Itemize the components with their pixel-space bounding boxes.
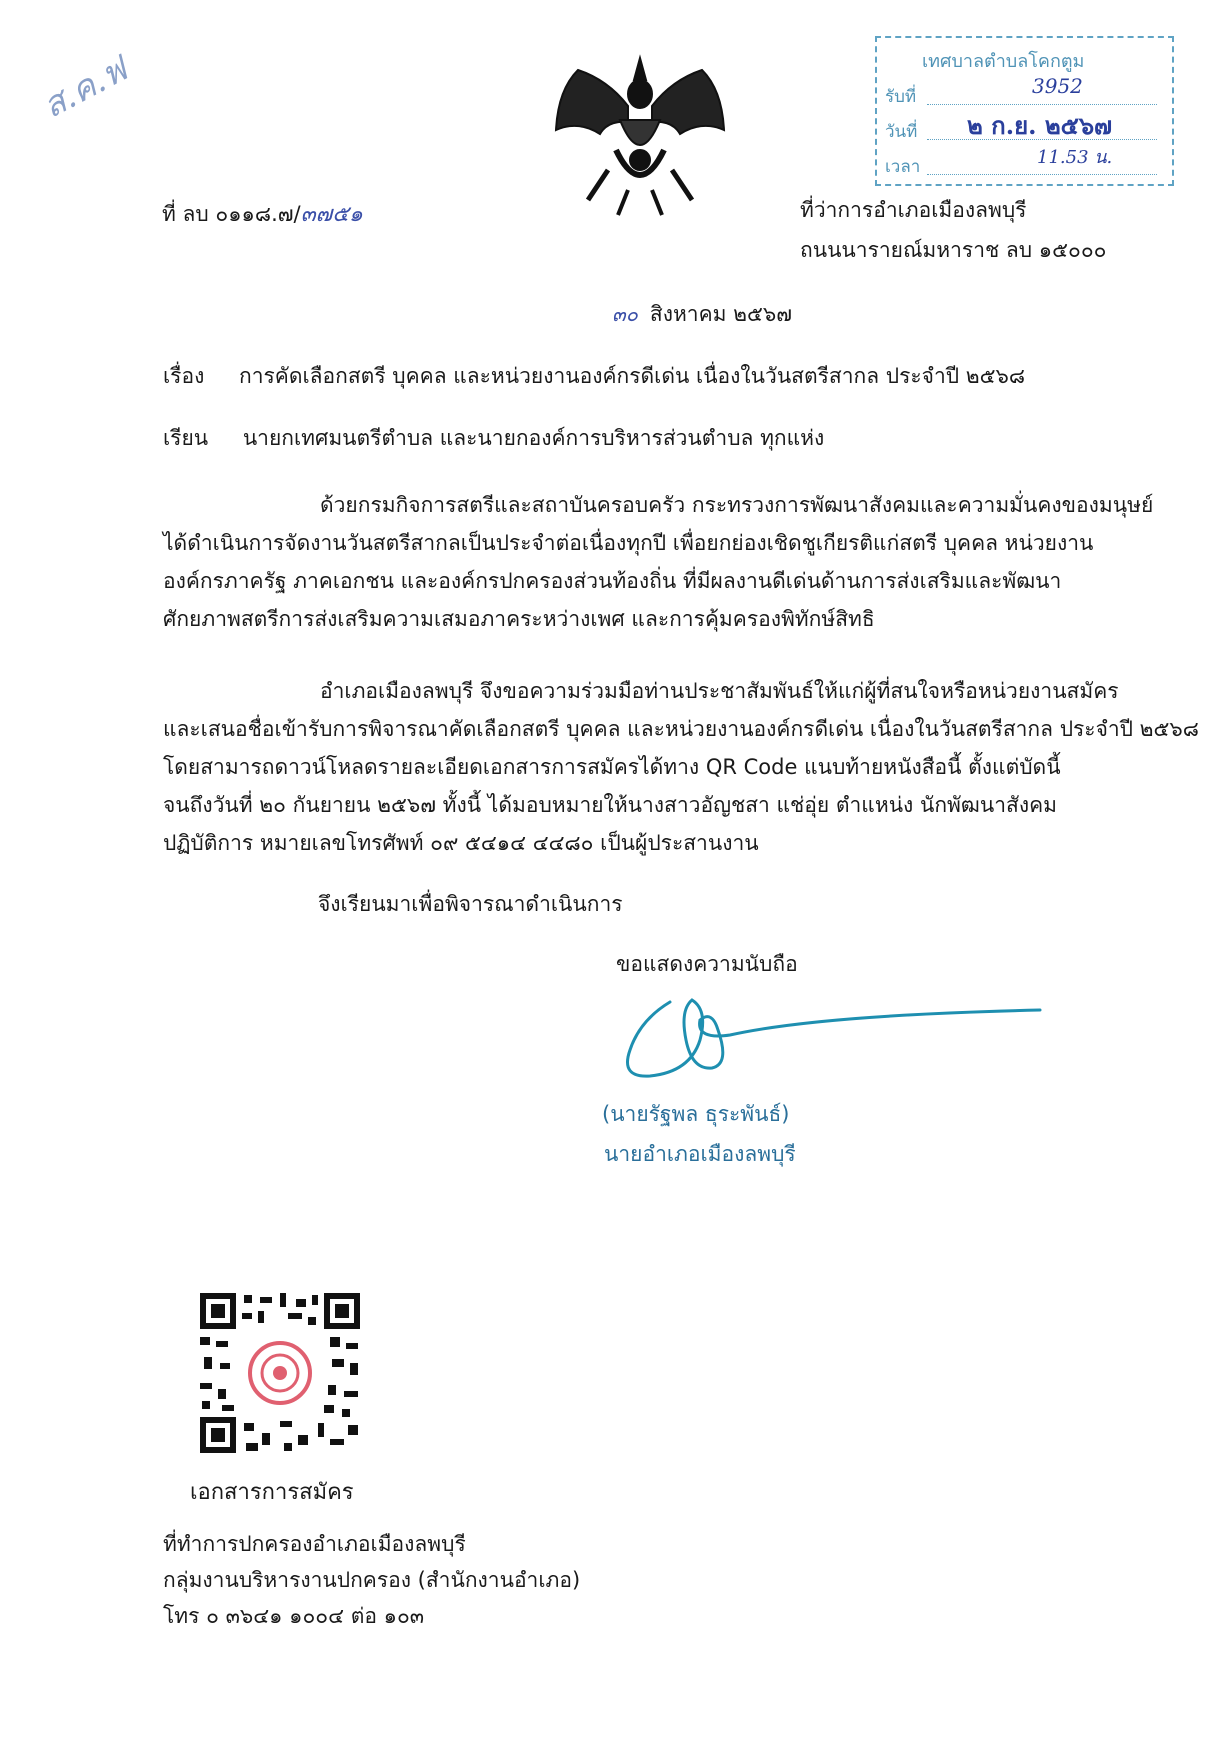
stamp-date-value: ๒ ก.ย. ๒๕๖๗	[967, 111, 1113, 140]
reference-number-handwritten: ๓๗๕๑	[300, 202, 363, 227]
paragraph-line: จนถึงวันที่ ๒๐ กันยายน ๒๕๖๗ ทั้งนี้ ได้มอบหมายให้นางสาวอัญชสา แช่อุ่ย ตำแหน่ง นักพัฒนาสังคม	[163, 793, 1057, 817]
document-date: ๓๐ สิงหาคม ๒๕๖๗	[612, 302, 793, 326]
date-day-handwritten: ๓๐	[612, 302, 638, 326]
paragraph-line: อำเภอเมืองลพบุรี จึงขอความร่วมมือท่านประชาสัมพันธ์ให้แก่ผู้ที่สนใจหรือหน่วยงานสมัคร	[320, 679, 1119, 703]
signer-name: (นายรัฐพล ธุระพันธ์)	[602, 1102, 790, 1126]
garuda-emblem-icon	[548, 50, 732, 222]
received-stamp	[875, 36, 1174, 186]
paragraph-line: โดยสามารถดาวน์โหลดรายละเอียดเอกสารการสมัครได้ทาง QR Code แนบท้ายหนังสือนี้ ตั้งแต่บัดนี้	[163, 755, 1061, 779]
addressee-text: นายกเทศมนตรีตำบล และนายกองค์การบริหารส่วนตำบล ทุกแห่ง	[242, 426, 825, 450]
reference-number: ที่ ลบ ๐๑๑๘.๗/๓๗๕๑	[162, 202, 363, 227]
paragraph-line: ได้ดำเนินการจัดงานวันสตรีสากลเป็นประจำต่อเนื่องทุกปี เพื่อยกย่องเชิดชูเกียรติแก่สตรี บุคคล หน่วยงาน	[163, 531, 1094, 555]
paragraph-line: ด้วยกรมกิจการสตรีและสถาบันครอบครัว กระทรวงการพัฒนาสังคมและความมั่นคงของมนุษย์	[320, 493, 1154, 517]
signer-title: นายอำเภอเมืองลพบุรี	[604, 1142, 796, 1166]
regards-text: ขอแสดงความนับถือ	[616, 952, 798, 976]
closing-sentence: จึงเรียนมาเพื่อพิจารณาดำเนินการ	[318, 892, 623, 916]
qr-caption: เอกสารการสมัคร	[190, 1480, 354, 1505]
paragraph-line: ปฏิบัติการ หมายเลขโทรศัพท์ ๐๙ ๕๔๑๔ ๔๔๘๐ เป็นผู้ประสานงาน	[163, 831, 759, 855]
subject-label: เรื่อง	[163, 364, 205, 388]
stamp-title: เทศบาลตำบลโคกตูม	[922, 51, 1085, 72]
addressee-label: เรียน	[163, 426, 209, 450]
paragraph-line: องค์กรภาครัฐ ภาคเอกชน และองค์กรปกครองส่วนท้องถิ่น ที่มีผลงานดีเด่นด้านการส่งเสริมและพัฒนา	[163, 569, 1062, 593]
body-paragraph-1	[163, 486, 1154, 638]
stamp-time-value: 11.53 น.	[1037, 147, 1113, 168]
qr-code-image	[200, 1293, 360, 1453]
footer-line-2: กลุ่มงานบริหารงานปกครอง (สำนักงานอำเภอ)	[163, 1568, 581, 1592]
stamp-date-label: วันที่	[885, 122, 918, 142]
stamp-receive-label: รับที่	[885, 87, 917, 107]
subject-line	[163, 366, 1025, 387]
paragraph-line: และเสนอชื่อเข้ารับการพิจารณาคัดเลือกสตรี บุคคล และหน่วยงานองค์กรดีเด่น เนื่องในวันสตรีสากล ประจำปี ๒๕๖๘	[163, 717, 1199, 741]
footer-line-1: ที่ทำการปกครองอำเภอเมืองลพบุรี	[163, 1532, 466, 1556]
body-paragraph-2	[163, 672, 1199, 862]
addressee-line	[163, 428, 824, 449]
signature-image	[600, 980, 1050, 1090]
paragraph-line: ศักยภาพสตรีการส่งเสริมความเสมอภาคระหว่างเพศ และการคุ้มครองพิทักษ์สิทธิ	[163, 607, 875, 631]
subject-text: การคัดเลือกสตรี บุคคล และหน่วยงานองค์กรดีเด่น เนื่องในวันสตรีสากล ประจำปี ๒๕๖๘	[239, 364, 1026, 388]
margin-handwriting: ส.ค.ฟ	[36, 49, 134, 127]
footer-line-3: โทร ๐ ๓๖๔๑ ๑๐๐๔ ต่อ ๑๐๓	[163, 1604, 425, 1628]
office-address-line1: ที่ว่าการอำเภอเมืองลพบุรี	[800, 198, 1027, 222]
stamp-time-label: เวลา	[885, 157, 921, 177]
stamp-receive-number: 3952	[1032, 74, 1083, 98]
office-address-line2: ถนนนารายณ์มหาราช ลบ ๑๕๐๐๐	[800, 238, 1107, 262]
